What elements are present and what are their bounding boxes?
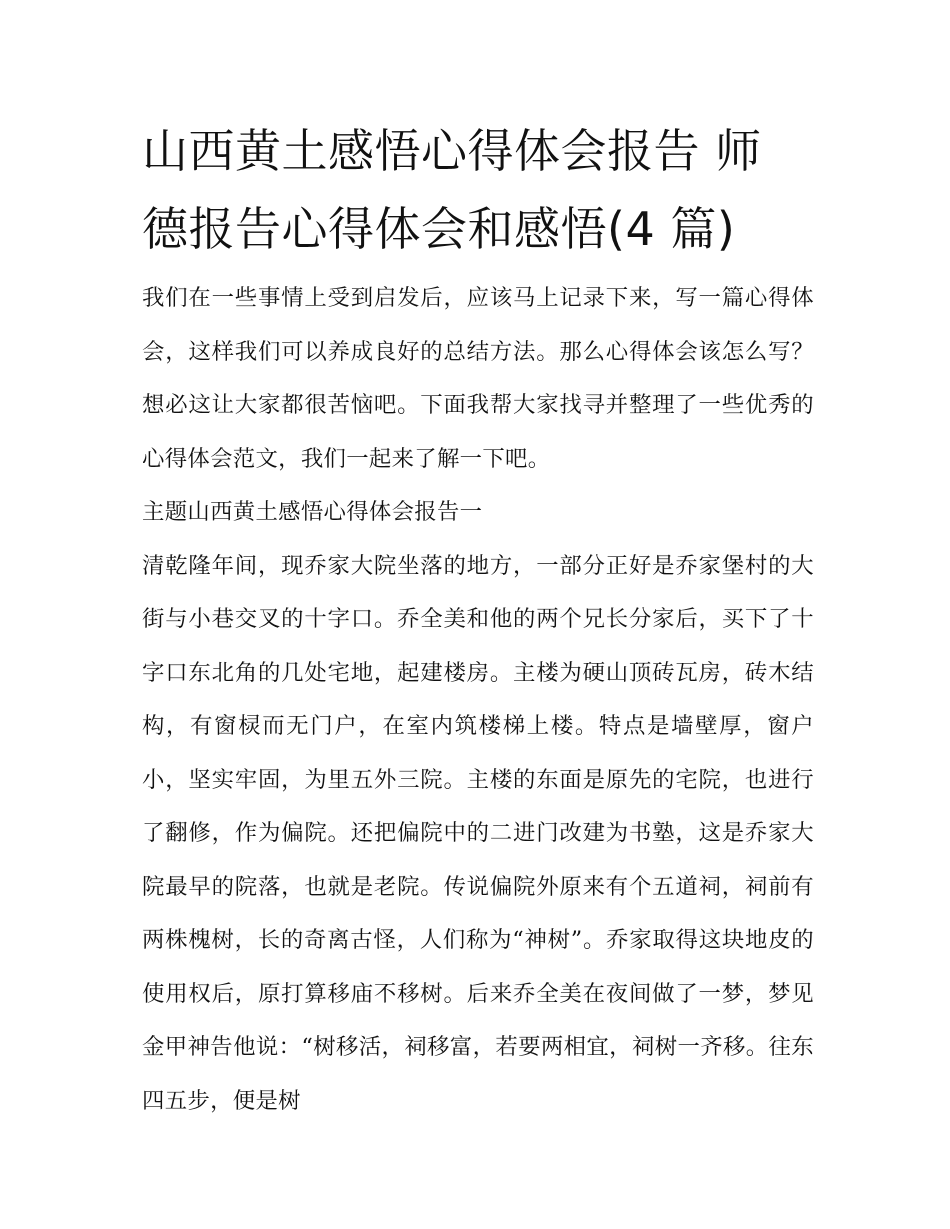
section-body-paragraph: 清乾隆年间，现乔家大院坐落的地方，一部分正好是乔家堡村的大街与小巷交叉的十字口。乔全美和他的两个兄长分家后，买下了十字口东北角的几处宅地，起建楼房。主楼为硬山顶砖瓦房，砖木结构，有窗棂而无门户，在室内筑楼梯上楼。特点是墙壁厚，窗户小，坚实牢固，为里五外三院。主楼的东面是原先的宅院，也进行了翻修，作为偏院。还把偏院中的二进门改建为书塾，这是乔家大院最早的院落，也就是老院。传说偏院外原来有个五道祠，祠前有两株槐树，长的奇离古怪，人们称为“神树”。乔家取得这块地皮的使用权后，原打算移庙不移树。后来乔全美在夜间做了一梦，梦见金甲神告他说：“树移活，祠移富，若要两相宜，祠树一齐移。往东四五步，便是树 — [142, 552, 814, 1114]
document-title: 山西黄土感悟心得体会报告 师 德报告心得体会和感悟(4 篇) — [142, 124, 762, 256]
intro-paragraph: 我们在一些事情上受到启发后，应该马上记录下来，写一篇心得体会，这样我们可以养成良好的总结方法。那么心得体会该怎么写？想必这让大家都很苦恼吧。下面我帮大家找寻并整理了一些优秀的心得体会范文，我们一起来了解一下吧。 — [142, 285, 814, 472]
document-page — [142, 112, 814, 1128]
section-heading: 主题山西黄土感悟心得体会报告一 — [142, 499, 483, 525]
